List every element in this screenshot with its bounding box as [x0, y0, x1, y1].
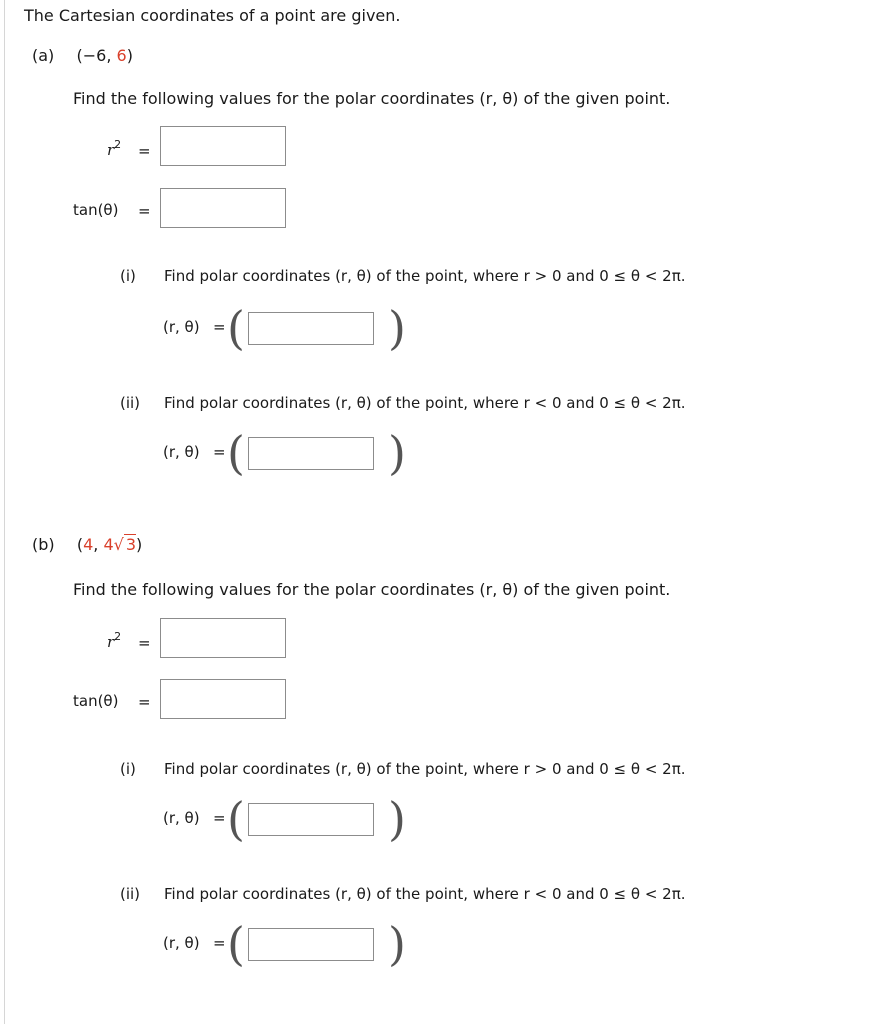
part-a-sub-i-equals: =: [213, 318, 226, 336]
part-b-sub-i-open-paren: (: [227, 792, 245, 846]
part-b-tan-input[interactable]: [160, 679, 286, 719]
part-b-r2-equals: =: [138, 634, 151, 652]
part-b-sub-ii-number: (ii): [120, 885, 141, 903]
part-b-r2-input[interactable]: [160, 618, 286, 658]
part-a-sub-ii-open-paren: (: [227, 426, 245, 480]
part-a-sub-i-text: Find polar coordinates (r, θ) of the point, where r > 0 and 0 ≤ θ < 2π.: [164, 267, 686, 285]
part-b-sub-i-input[interactable]: [248, 803, 374, 836]
part-b-header: [32, 535, 142, 554]
part-a-sub-ii-number: (ii): [120, 394, 141, 412]
part-b-instruction: Find the following values for the polar coordinates (r, θ) of the given point.: [73, 580, 671, 599]
part-a-tan-input[interactable]: [160, 188, 286, 228]
part-a-sub-i-coord-label: (r, θ): [163, 318, 200, 336]
part-a-sub-ii-coord-label: (r, θ): [163, 443, 200, 461]
part-a-tan-equals: =: [138, 202, 151, 220]
part-b-tan-label: tan(θ): [73, 692, 119, 710]
part-a-r2-input[interactable]: [160, 126, 286, 166]
part-b-tan-equals: =: [138, 693, 151, 711]
part-a-sub-i-input[interactable]: [248, 312, 374, 345]
part-b-sub-ii-coord-label: (r, θ): [163, 934, 200, 952]
part-b-sub-i-equals: =: [213, 809, 226, 827]
part-b-r2-label: $r^2$: [107, 630, 122, 651]
part-b-sub-ii-input[interactable]: [248, 928, 374, 961]
part-b-sub-ii-text: Find polar coordinates (r, θ) of the point, where r < 0 and 0 ≤ θ < 2π.: [164, 885, 686, 903]
part-a-sub-ii-equals: =: [213, 443, 226, 461]
part-b-sub-ii-equals: =: [213, 934, 226, 952]
part-a-r2-label: $r^2$: [107, 138, 122, 159]
part-a-sub-i-number: (i): [120, 267, 136, 285]
part-a-point: (−6, 6): [76, 46, 133, 65]
sqrt-symbol: √: [113, 535, 124, 554]
part-b-sub-i-text: Find polar coordinates (r, θ) of the point, where r > 0 and 0 ≤ θ < 2π.: [164, 760, 686, 778]
part-b-point: (4, 4√ 3): [76, 535, 143, 554]
part-b-sub-i-close-paren: ): [388, 792, 406, 846]
part-a-label: (a): [32, 46, 55, 65]
part-b-label: (b): [32, 535, 55, 554]
part-b-sub-ii-close-paren: ): [388, 917, 406, 971]
part-b-sub-i-number: (i): [120, 760, 136, 778]
part-a-sub-i-close-paren: ): [388, 301, 406, 355]
question-intro: The Cartesian coordinates of a point are given.: [24, 6, 401, 25]
part-a-sub-ii-text: Find polar coordinates (r, θ) of the point, where r < 0 and 0 ≤ θ < 2π.: [164, 394, 686, 412]
part-b-sub-i-coord-label: (r, θ): [163, 809, 200, 827]
part-a-sub-ii-close-paren: ): [388, 426, 406, 480]
part-a-sub-i-open-paren: (: [227, 301, 245, 355]
question-frame: [4, 0, 871, 1024]
part-a-r2-equals: =: [138, 142, 151, 160]
part-b-sub-ii-open-paren: (: [227, 917, 245, 971]
part-a-tan-label: tan(θ): [73, 201, 119, 219]
part-a-header: [32, 46, 133, 65]
part-a-instruction: Find the following values for the polar coordinates (r, θ) of the given point.: [73, 89, 671, 108]
part-a-sub-ii-input[interactable]: [248, 437, 374, 470]
